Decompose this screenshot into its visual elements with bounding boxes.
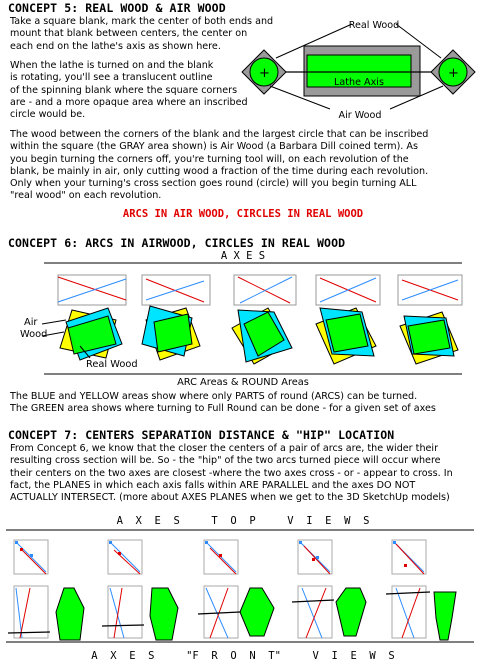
concept5-para3 xyxy=(10,129,428,203)
text-line: within the square (the GRAY area shown) is Air Wood (a Barbara Dill coined term). As xyxy=(10,141,418,153)
air-wood-label: Air Wood xyxy=(338,110,382,121)
real-wood-label-6: Real Wood xyxy=(86,359,138,370)
text-line: "real wood" on each revolution. xyxy=(10,190,162,202)
overlap-shape-4 xyxy=(316,308,376,364)
front-view-4 xyxy=(292,586,366,638)
text-line: each end on the lathe's axis as shown here. xyxy=(10,40,221,52)
text-line: circle would be. xyxy=(10,109,86,121)
top-view-1 xyxy=(14,540,48,574)
top-view-3 xyxy=(204,540,238,574)
overlap-shape-3 xyxy=(232,308,292,364)
axes-box-5 xyxy=(398,275,462,305)
axes-box-1 xyxy=(58,275,126,305)
front-view-3 xyxy=(198,586,274,638)
axes-top-views-label: A X E S T O P V I E W S xyxy=(116,515,370,527)
concept6-heading: CONCEPT 6: ARCS IN AIRWOOD, CIRCLES IN REAL WOOD xyxy=(8,236,346,250)
text-line: Only when your turning's cross section goes round (circle) will you begin turning ALL xyxy=(10,178,417,190)
top-view-2 xyxy=(108,540,142,574)
front-view-1 xyxy=(8,586,84,640)
air-wood-label-line1: Air xyxy=(24,317,38,328)
real-wood-label: Real Wood xyxy=(348,20,400,31)
text-line: fact, the PLANES in which each axis falls within ARE PARALLEL and the axes DO NOT xyxy=(10,479,416,491)
front-view-2 xyxy=(102,586,178,640)
right-center-plus: + xyxy=(448,66,459,81)
text-line: The GREEN area shows where turning to Full Round can be done - for a given set of axes xyxy=(10,403,436,415)
arc-areas-caption: ARC Areas & ROUND Areas xyxy=(177,377,309,388)
overlap-shape-2 xyxy=(142,306,200,360)
text-line: of the spinning blank where the square corners xyxy=(10,84,238,96)
lathe-axis-label: Lathe Axis xyxy=(334,77,384,88)
axes-box-3 xyxy=(234,275,296,305)
text-line: The BLUE and YELLOW areas show where only PARTS of round (ARCS) can be turned. xyxy=(10,391,418,402)
axes-label: A X E S xyxy=(220,250,266,262)
text-line: blank, be mainly in air, only cutting wood a fraction of the time during each revolution. xyxy=(10,165,429,177)
axes-box-4 xyxy=(316,275,380,305)
text-line: ACTUALLY INTERSECT. (more about AXES PLANES when we get to the 3D SketchUp models) xyxy=(10,492,450,504)
top-view-5 xyxy=(392,540,426,574)
text-line: When the lathe is turned on and the blank xyxy=(10,60,214,71)
lathe-blank-diagram xyxy=(240,14,486,128)
concept7-para xyxy=(10,443,453,504)
text-line: resulting cross section will be. So - the "hip" of the two arcs turned piece will occur where xyxy=(10,455,441,467)
overlap-shape-1 xyxy=(60,308,122,360)
axes-front-views-label: A X E S "F R O N T" V I E W S xyxy=(91,650,395,662)
leader-line xyxy=(42,320,66,324)
left-center-plus: + xyxy=(259,66,270,81)
concept7-heading: CONCEPT 7: CENTERS SEPARATION DISTANCE & "HIP" LOCATION xyxy=(8,428,395,442)
axes-box-2 xyxy=(142,275,210,305)
air-wood-label-line2: Wood xyxy=(20,329,48,340)
concept6-para xyxy=(10,391,436,416)
text-line: mount that blank between centers, the center on xyxy=(10,28,248,40)
text-line: Take a square blank, mark the center of both ends and xyxy=(10,16,274,27)
concept5-callout: ARCS IN AIR WOOD, CIRCLES IN REAL WOOD xyxy=(122,208,364,220)
concept5-para1 xyxy=(10,16,273,53)
text-line: are - and a more opaque area where an inscribed xyxy=(10,96,248,108)
hip-location-diagram xyxy=(0,528,486,652)
top-view-4 xyxy=(298,540,332,574)
text-line: you begin turning the corners off, you're turning tool will, on each revolution of the xyxy=(10,153,409,165)
text-line: their centers on the two axes are closest -where the two axes cross - or - appear to cross. In xyxy=(10,467,453,479)
text-line: is rotating, you'll see a translucent outline xyxy=(10,72,213,84)
arc-areas-diagram xyxy=(0,262,486,382)
concept5-para2 xyxy=(10,60,248,121)
text-line: From Concept 6, we know that the closer the centers of a pair of arcs are, the wider their xyxy=(10,443,439,454)
overlap-shape-5 xyxy=(400,312,458,364)
concept5-heading: CONCEPT 5: REAL WOOD & AIR WOOD xyxy=(8,1,226,15)
front-view-5 xyxy=(386,586,456,640)
text-line: The wood between the corners of the blank and the largest circle that can be inscribed xyxy=(10,129,429,140)
